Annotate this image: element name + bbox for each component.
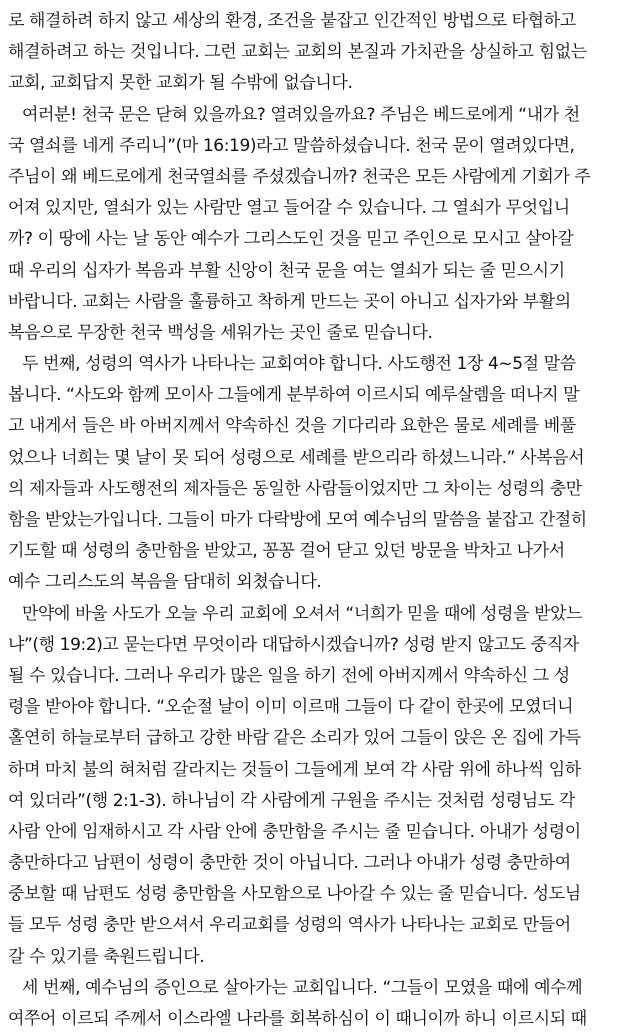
text-line: 어져 있지만, 열쇠가 있는 사람만 열고 들어갈 수 있습니다. 그 열쇠가 무엇입니 xyxy=(8,198,570,219)
text-line: 여쭈어 이르되 주께서 이스라엘 나라를 회복하심이 이 때니이까 하니 이르시되 때 xyxy=(8,1009,587,1029)
text-line: 국 열쇠를 네게 주리니”(마 16:19)라고 말씀하셨습니다. 천국 문이 열려있다면, xyxy=(8,135,575,156)
text-line: 의 제자들과 사도행전의 제자들은 동일한 사람들이었지만 그 차이는 성령의 충만 xyxy=(8,478,582,499)
text-line: 여 있더라”(행 2:1-3). 하나님이 각 사람에게 구원을 주시는 것처럼 성령님도 각 xyxy=(8,790,575,811)
text-line: 갈 수 있기를 축원드립니다. xyxy=(8,946,205,967)
text-line: 복음으로 무장한 천국 백성을 세워가는 곳인 줄로 믿습니다. xyxy=(8,322,433,343)
text-line: 냐”(행 19:2)고 묻는다면 무엇이라 대답하시겠습니까? 성령 받지 않고도 중직자 xyxy=(8,634,579,655)
text-line: 하며 마치 불의 혀처럼 갈라지는 것들이 그들에게 보여 각 사람 위에 하나씩 임하 xyxy=(8,759,581,780)
paragraph-first-line: 세 번째, 예수님의 증인으로 살아가는 교회입니다. “그들이 모였을 때에 예수께 xyxy=(22,977,583,998)
text-line: 될 수 있습니다. 그러나 우리가 많은 일을 하기 전에 아버지께서 약속하신 그 성 xyxy=(8,665,570,686)
text-line: 봅니다. “사도와 함께 모이사 그들에게 분부하여 이르시되 예루살렘을 떠나지 말 xyxy=(8,385,580,406)
text-line: 령을 받아야 합니다. “오순절 날이 이미 이르매 그들이 다 같이 한곳에 모였더니 xyxy=(8,697,574,718)
paragraph-first-line: 여러분! 천국 문은 닫혀 있을까요? 열려있을까요? 주님은 베드로에게 “내가 천 xyxy=(22,104,580,125)
text-line: 로 해결하려 하지 않고 세상의 환경, 조건을 붙잡고 인간적인 방법으로 타협하고 xyxy=(8,11,576,31)
text-line: 기도할 때 성령의 충만함을 받았고, 꽁꽁 걸어 닫고 있던 방문을 박차고 나가서 xyxy=(8,541,565,562)
text-line: 었으나 너희는 몇 날이 못 되어 성령으로 세례를 받으리라 하셨느니라.” 사복음서 xyxy=(8,447,585,468)
text-line: 바랍니다. 교회는 사람을 훌륭하고 착하게 만드는 곳이 아니고 십자가와 부활의 xyxy=(8,291,571,312)
text-line: 함을 받았는가입니다. 그들이 마가 다락방에 모여 예수님의 말씀을 붙잡고 간절히 xyxy=(8,510,587,530)
text-line: 중보할 때 남편도 성령 충만함을 사모함으로 나아갈 수 있는 줄 믿습니다. 성도님 xyxy=(8,884,581,905)
text-line: 고 내게서 들은 바 아버지께서 약속하신 것을 기다리라 요한은 물로 세례를 베풀 xyxy=(8,416,576,437)
paragraph-first-line: 두 번째, 성령의 역사가 나타나는 교회여야 합니다. 사도행전 1장 4~5절 말씀 xyxy=(22,354,576,375)
text-line: 주님이 왜 베드로에게 천국열쇠를 주셨겠습니까? 천국은 모든 사람에게 기회가 주 xyxy=(8,166,591,187)
sermon-text-body xyxy=(8,6,638,1035)
text-line: 때 우리의 십자가 복음과 부활 신앙이 천국 문을 여는 열쇠가 되는 줄 믿으시기 xyxy=(8,260,565,281)
text-line: 들 모두 성령 충만 받으셔서 우리교회를 성령의 역사가 나타나는 교회로 만들어 xyxy=(8,915,571,936)
text-line: 예수 그리스도의 복음을 담대히 외쳤습니다. xyxy=(8,572,322,593)
paragraph-first-line: 만약에 바울 사도가 오늘 우리 교회에 오셔서 “너희가 믿을 때에 성령을 받았느 xyxy=(22,603,583,624)
text-line: 교회, 교회답지 못한 교회가 될 수밖에 없습니다. xyxy=(8,73,353,94)
text-line: 까? 이 땅에 사는 날 동안 예수가 그리스도인 것을 믿고 주인으로 모시고 살아갈 xyxy=(8,229,574,250)
text-line: 해결하려고 하는 것입니다. 그런 교회는 교회의 본질과 가치관을 상실하고 힘없는 xyxy=(8,42,587,63)
text-line: 충만하다고 남편이 성령이 충만한 것이 아닙니다. 그러나 아내가 성령 충만하여 xyxy=(8,853,571,874)
text-line: 사람 안에 임재하시고 각 사람 안에 충만함을 주시는 줄 믿습니다. 아내가 성령이 xyxy=(8,821,581,842)
text-line: 홀연히 하늘로부터 급하고 강한 바람 같은 소리가 있어 그들이 앉은 온 집에 가득 xyxy=(8,728,581,749)
